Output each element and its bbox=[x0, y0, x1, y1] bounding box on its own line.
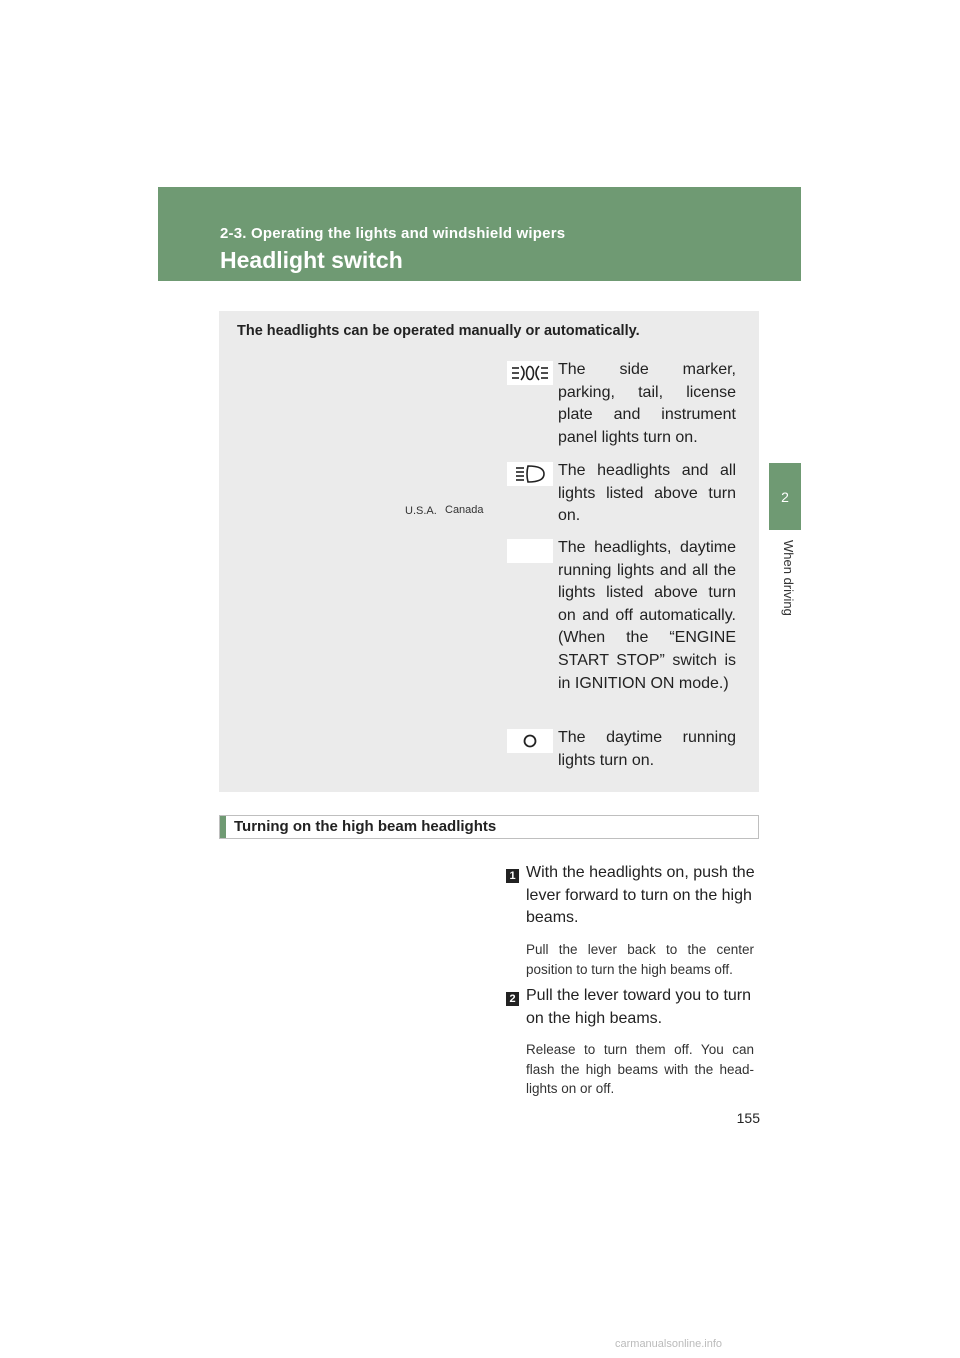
step-1-note: Pull the lever back to the center position to turn the high beams off. bbox=[526, 942, 754, 977]
chapter-label: When driving bbox=[781, 540, 796, 616]
subsection-heading bbox=[219, 815, 759, 839]
step-2-note: Release to turn them off. You can flash the high beams with the head-lights on or off. bbox=[526, 1042, 754, 1096]
step-2-text: Pull the lever toward you to turn on the high beams. bbox=[526, 987, 752, 1027]
headlight-info-box bbox=[219, 311, 759, 792]
page-title: Headlight switch bbox=[220, 247, 403, 273]
headlight-icon bbox=[507, 462, 553, 486]
side-marker-lights-icon bbox=[507, 361, 553, 385]
auto-light-icon bbox=[507, 539, 553, 563]
step-1-badge: 1 bbox=[506, 869, 519, 883]
legend-text: The daytime running lights turn on. bbox=[558, 729, 736, 769]
legend-text: The headlights, daytime running lights and all the lights listed above turn on and off automatically. (When the “ENGINE START STOP” switch is in IGNITION ON mode.) bbox=[558, 539, 736, 692]
daytime-running-light-icon bbox=[507, 729, 553, 753]
chapter-tab: 2 bbox=[769, 463, 801, 530]
section-header bbox=[158, 187, 801, 281]
subsection-title: Turning on the high beam headlights bbox=[234, 818, 497, 835]
intro-text: The headlights can be operated manually or automatically. bbox=[237, 323, 640, 339]
watermark: carmanualsonline.info bbox=[615, 1338, 723, 1350]
diagram-label-usa: U.S.A. bbox=[405, 505, 437, 517]
step-1-text: With the headlights on, push the lever forward to turn on the high beams. bbox=[526, 864, 755, 927]
page-number: 155 bbox=[736, 1110, 760, 1126]
diagram-label-canada: Canada bbox=[445, 504, 484, 516]
switch-diagram bbox=[237, 355, 499, 775]
legend-text: The side marker, parking, tail, license plate and instrument panel lights turn on. bbox=[558, 361, 736, 446]
legend-text: The headlights and all lights listed above turn on. bbox=[558, 462, 736, 525]
section-label: 2-3. Operating the lights and windshield wipers bbox=[220, 225, 566, 242]
step-2-badge: 2 bbox=[506, 992, 519, 1006]
heading-accent-bar bbox=[220, 816, 226, 838]
